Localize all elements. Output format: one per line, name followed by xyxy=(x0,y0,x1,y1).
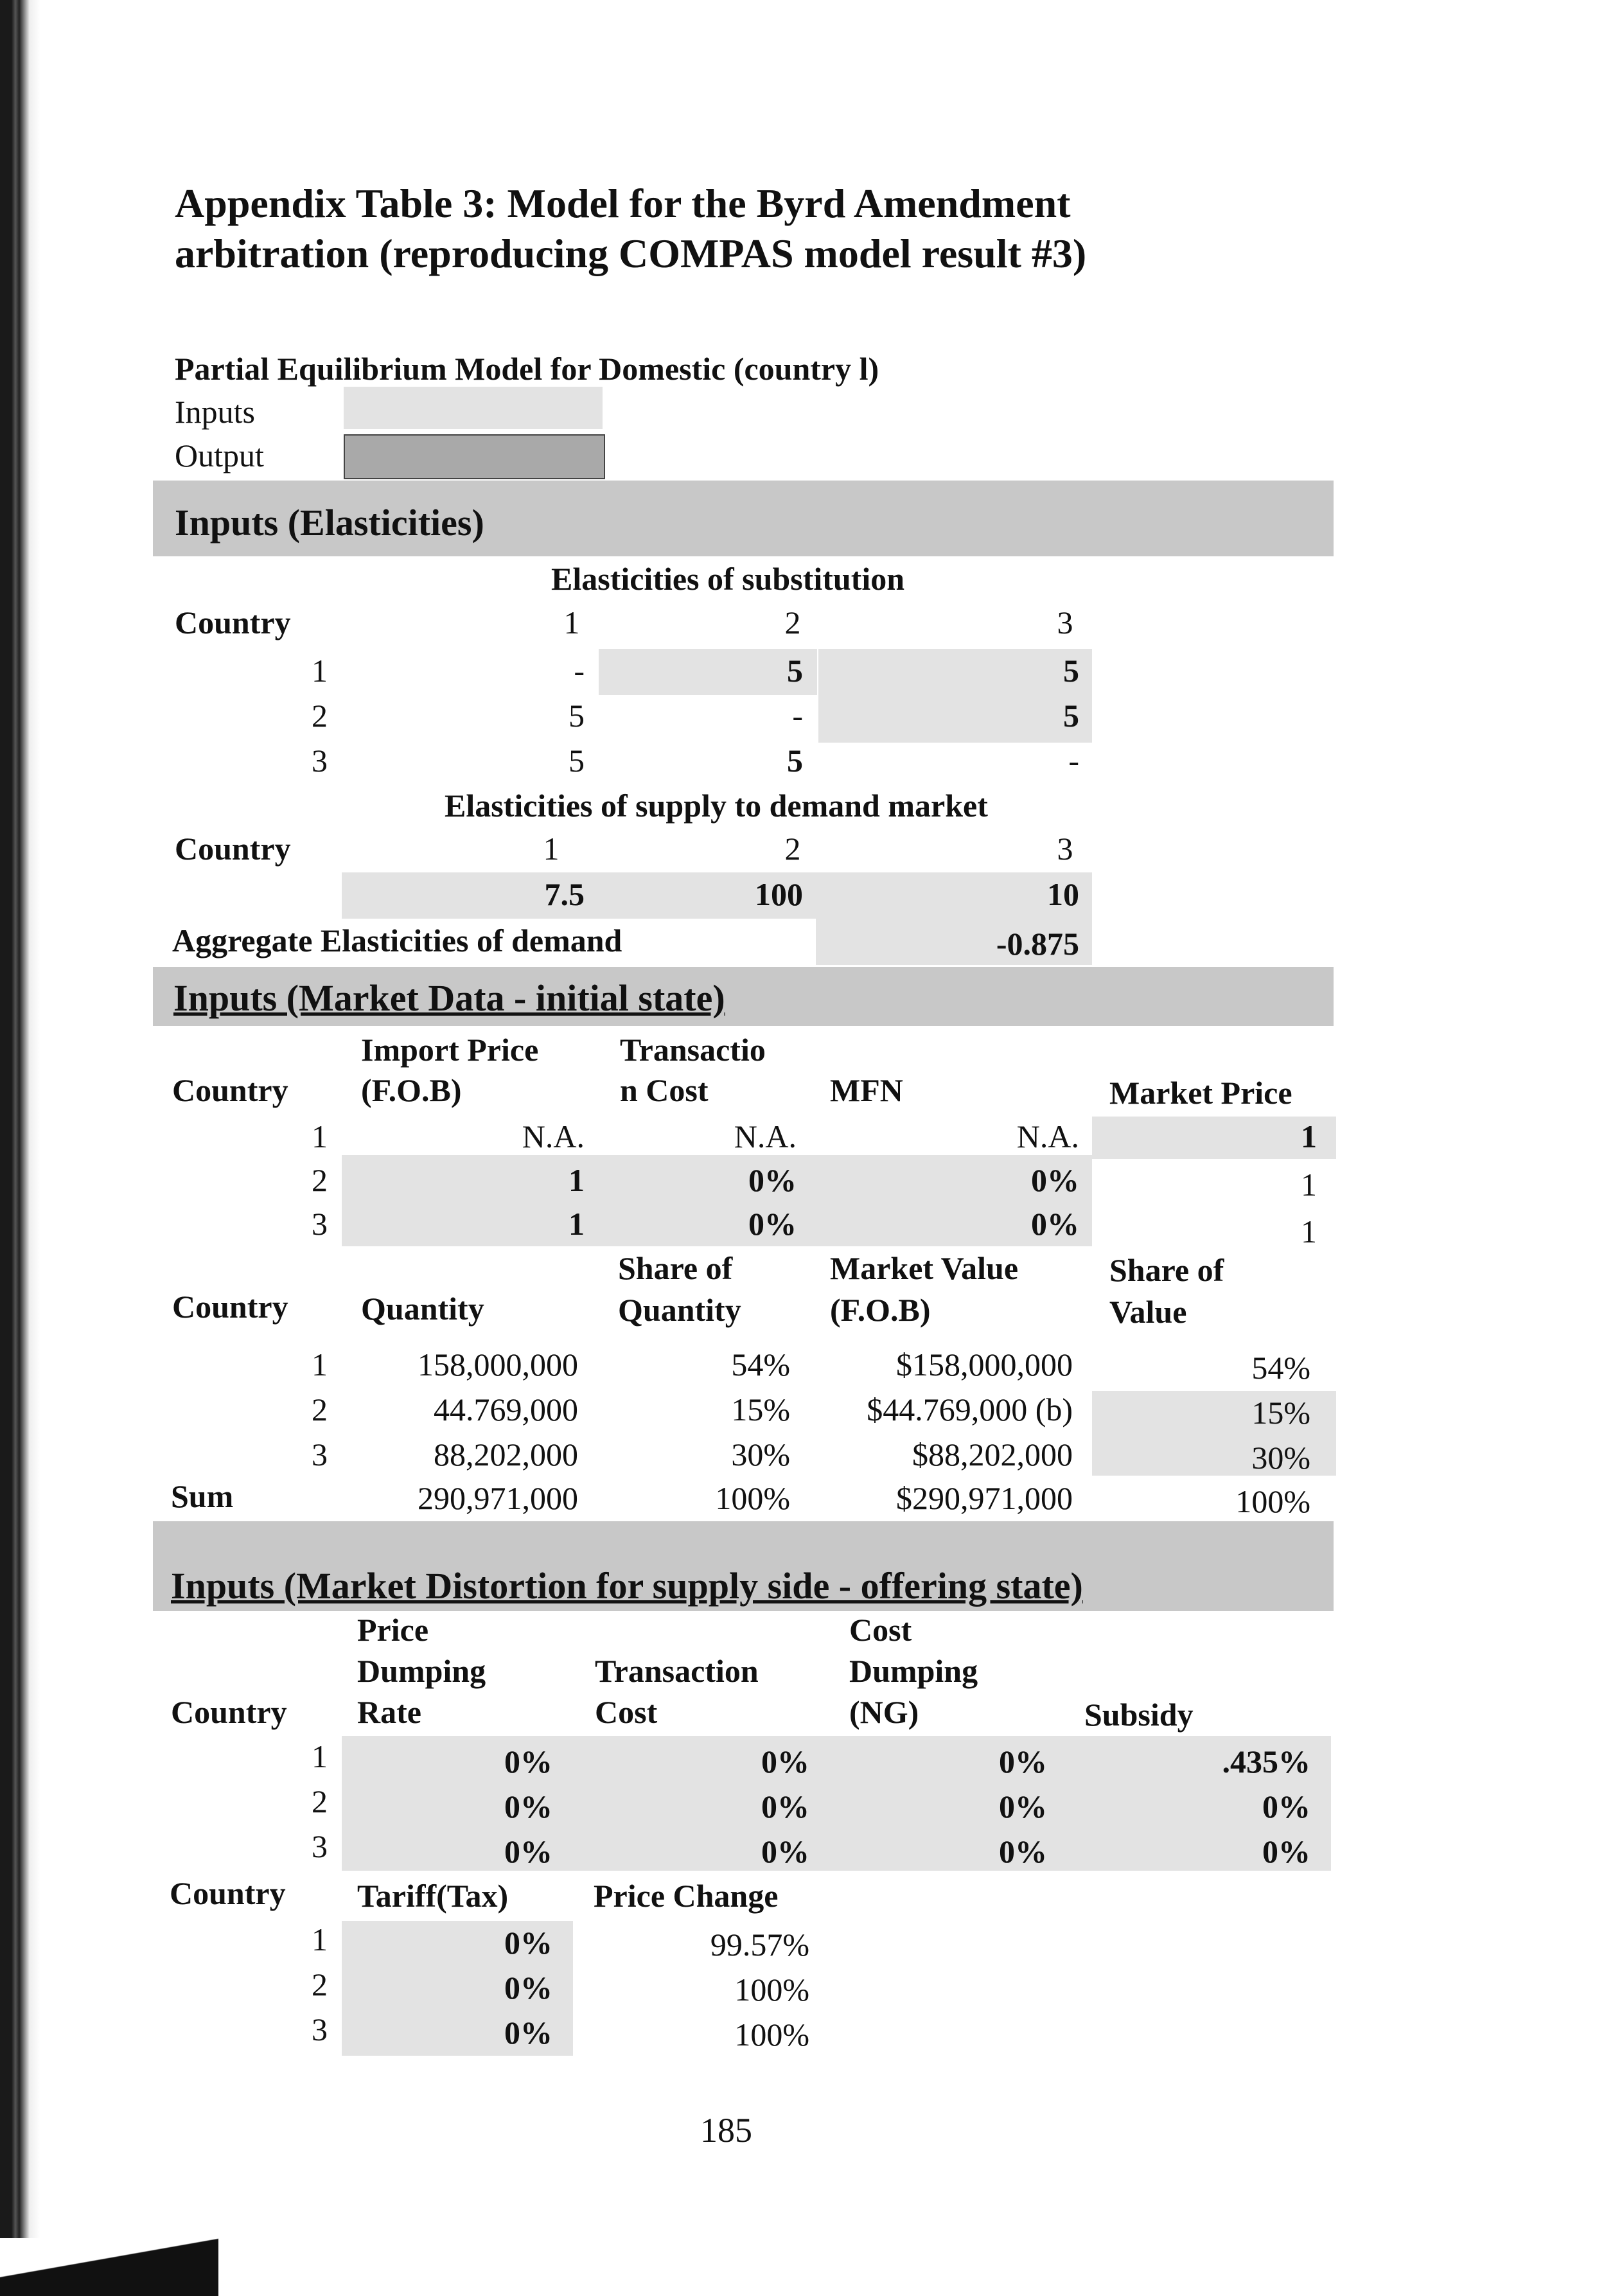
m1-trans-h2: n Cost xyxy=(620,1072,709,1108)
m2-quantity-h: Quantity xyxy=(361,1291,484,1327)
m1-price-h: Market Price xyxy=(1109,1075,1292,1111)
section-title-distortion: Inputs (Market Distortion for supply side - offering state) xyxy=(171,1565,1083,1607)
tariff-row-1-country: 1 xyxy=(312,1921,328,1957)
title-line-1: Appendix Table 3: Model for the Byrd Amendment xyxy=(175,181,1071,226)
m2-value: $158,000,000 xyxy=(896,1347,1073,1382)
m2-sharev: 54% xyxy=(1251,1350,1310,1386)
dist-subsidy: .435% xyxy=(1222,1744,1310,1779)
dist-country-h: Country xyxy=(171,1694,287,1730)
supply-input-shade xyxy=(342,872,1092,919)
m2-sharev: 100% xyxy=(1235,1483,1310,1519)
subst-cell: 5 xyxy=(1063,653,1079,689)
m2-shareq: 54% xyxy=(731,1347,790,1382)
dist-trans: 0% xyxy=(761,1744,809,1779)
legend-inputs-label: Inputs xyxy=(175,394,255,430)
m2-shareq: 30% xyxy=(731,1436,790,1472)
subst-cell: 5 xyxy=(569,743,585,779)
supply-header: Elasticities of supply to demand market xyxy=(445,788,988,824)
m2-sharev: 15% xyxy=(1251,1395,1310,1431)
supply-col-2: 2 xyxy=(784,831,801,867)
price-change-value: 100% xyxy=(734,2017,809,2053)
dist-trans: 0% xyxy=(761,1788,809,1824)
dist-price: 0% xyxy=(504,1788,552,1824)
title-line-2: arbitration (reproducing COMPAS model result #3) xyxy=(175,231,1087,276)
supply-value-1: 7.5 xyxy=(544,876,585,912)
m2-value: $88,202,000 xyxy=(912,1436,1073,1472)
m2-shareq: 15% xyxy=(731,1391,790,1427)
dist-row-1-country: 1 xyxy=(312,1738,328,1774)
m1-mfn: 0% xyxy=(1031,1206,1079,1242)
dist-trans-h2: Cost xyxy=(595,1694,658,1730)
price-change-value: 99.57% xyxy=(710,1927,809,1963)
dist-cost-h3: (NG) xyxy=(849,1694,919,1730)
page-number: 185 xyxy=(700,2111,752,2150)
dist-subsidy: 0% xyxy=(1262,1788,1310,1824)
legend-inputs-swatch xyxy=(344,387,603,429)
m1-row-2-country: 2 xyxy=(312,1162,328,1198)
subst-cell: - xyxy=(574,653,585,689)
m1-price: 1 xyxy=(1301,1118,1317,1154)
m1-trans: 0% xyxy=(748,1162,797,1198)
m1-mfn: 0% xyxy=(1031,1162,1079,1198)
aggregate-label: Aggregate Elasticities of demand xyxy=(172,923,622,958)
subst-cell: 5 xyxy=(1063,698,1079,734)
m1-import-h1: Import Price xyxy=(361,1032,539,1068)
m1-trans: N.A. xyxy=(734,1118,797,1154)
m1-trans-h1: Transactio xyxy=(620,1032,766,1068)
m1-import-h2: (F.O.B) xyxy=(361,1072,462,1108)
m2-quantity: 44.769,000 xyxy=(434,1391,578,1427)
dist-row-3-country: 3 xyxy=(312,1828,328,1864)
section-title-elasticities: Inputs (Elasticities) xyxy=(175,502,484,543)
subst-cell: 5 xyxy=(787,743,803,779)
m2-shareq-h1: Share of xyxy=(618,1250,733,1286)
supply-value-2: 100 xyxy=(755,876,803,912)
section-title-market-data: Inputs (Market Data - initial state) xyxy=(173,977,725,1019)
m1-import: 1 xyxy=(569,1206,585,1242)
dist-cost-h2: Dumping xyxy=(849,1653,978,1689)
supply-col-1: 1 xyxy=(543,831,560,867)
legend-output-swatch xyxy=(344,434,605,479)
m1-trans: 0% xyxy=(748,1206,797,1242)
book-spine-shadow xyxy=(0,0,40,2296)
dist-cost: 0% xyxy=(999,1788,1047,1824)
page-title xyxy=(175,179,1203,279)
supply-value-3: 10 xyxy=(1047,876,1079,912)
dist-subsidy: 0% xyxy=(1262,1833,1310,1869)
tariff-value: 0% xyxy=(504,2015,552,2051)
subst-country-label: Country xyxy=(175,605,291,640)
m1-import: 1 xyxy=(569,1162,585,1198)
tariff-value: 0% xyxy=(504,1925,552,1961)
m2-value: $44.769,000 (b) xyxy=(867,1391,1073,1427)
tariff-row-2-country: 2 xyxy=(312,1966,328,2002)
m2-shareq: 100% xyxy=(715,1480,790,1516)
dist-price: 0% xyxy=(504,1833,552,1869)
dist-cost: 0% xyxy=(999,1833,1047,1869)
m2-quantity: 88,202,000 xyxy=(434,1436,578,1472)
dist-subsidy-h: Subsidy xyxy=(1084,1697,1194,1733)
model-heading: Partial Equilibrium Model for Domestic (country l) xyxy=(175,351,879,387)
supply-col-3: 3 xyxy=(1057,831,1073,867)
m1-row-1-country: 1 xyxy=(312,1118,328,1154)
subst-col-2: 2 xyxy=(784,605,801,640)
subst-header: Elasticities of substitution xyxy=(551,561,905,597)
m2-shareq-h2: Quantity xyxy=(618,1292,741,1328)
m1-price: 1 xyxy=(1301,1214,1317,1250)
aggregate-value: -0.875 xyxy=(996,926,1079,962)
m2-sharev-h1: Share of xyxy=(1109,1252,1224,1288)
legend-output-label: Output xyxy=(175,437,264,473)
supply-country-label: Country xyxy=(175,831,291,867)
m2-row-1-country: 1 xyxy=(312,1347,328,1382)
m2-row-2-country: 2 xyxy=(312,1391,328,1427)
m2-value: $290,971,000 xyxy=(896,1480,1073,1516)
m1-mfn-h: MFN xyxy=(830,1072,903,1108)
dist-row-2-country: 2 xyxy=(312,1783,328,1819)
m1-mfn: N.A. xyxy=(1016,1118,1079,1154)
dist-trans: 0% xyxy=(761,1833,809,1869)
price-change-value: 100% xyxy=(734,1972,809,2008)
tariff-value: 0% xyxy=(504,1970,552,2006)
subst-row-3-country: 3 xyxy=(312,743,328,779)
subst-col-1: 1 xyxy=(563,605,580,640)
dist-price-h1: Price xyxy=(357,1612,429,1648)
subst-cell: 5 xyxy=(569,698,585,734)
m2-value-h2: (F.O.B) xyxy=(830,1292,931,1328)
m2-sharev: 30% xyxy=(1251,1440,1310,1476)
dist-price: 0% xyxy=(504,1744,552,1779)
tariff-h: Tariff(Tax) xyxy=(357,1878,509,1914)
price-change-h: Price Change xyxy=(594,1878,779,1914)
m1-price: 1 xyxy=(1301,1167,1317,1203)
dist-cost: 0% xyxy=(999,1744,1047,1779)
m2-sharev-h2: Value xyxy=(1109,1294,1187,1330)
subst-row-1-country: 1 xyxy=(312,653,328,689)
m2-country-h: Country xyxy=(172,1289,288,1325)
tariff-row-3-country: 3 xyxy=(312,2011,328,2047)
dist-price-h2: Dumping xyxy=(357,1653,486,1689)
scan-edge xyxy=(0,2238,218,2296)
subst-cell: - xyxy=(1068,743,1079,779)
m2-quantity: 158,000,000 xyxy=(418,1347,578,1382)
tariff-country-h: Country xyxy=(170,1875,286,1911)
m2-sum-label: Sum xyxy=(171,1478,234,1514)
subst-cell: - xyxy=(792,698,803,734)
m1-row-3-country: 3 xyxy=(312,1206,328,1242)
dist-trans-h1: Transaction xyxy=(595,1653,759,1689)
subst-row-2-country: 2 xyxy=(312,698,328,734)
subst-cell: 5 xyxy=(787,653,803,689)
dist-price-h3: Rate xyxy=(357,1694,421,1730)
m2-row-3-country: 3 xyxy=(312,1436,328,1472)
m2-value-h1: Market Value xyxy=(830,1250,1019,1286)
m1-import: N.A. xyxy=(522,1118,585,1154)
m2-quantity: 290,971,000 xyxy=(418,1480,578,1516)
subst-col-3: 3 xyxy=(1057,605,1073,640)
m1-country-h: Country xyxy=(172,1072,288,1108)
dist-cost-h1: Cost xyxy=(849,1612,912,1648)
